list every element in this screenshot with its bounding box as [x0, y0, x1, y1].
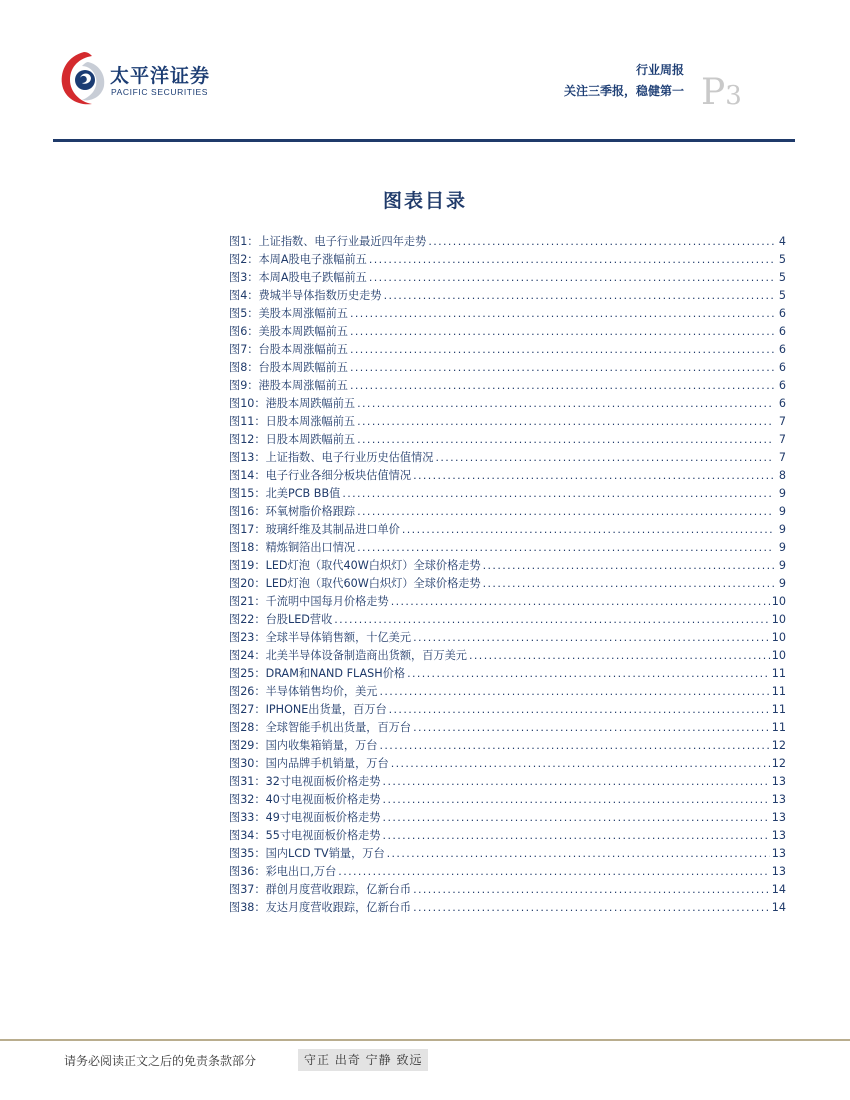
- toc-entry-label: 图11：日股本周涨幅前五: [229, 415, 356, 428]
- toc-entry[interactable]: [229, 845, 786, 863]
- toc-entry[interactable]: [229, 755, 786, 773]
- toc-entry-page: 6: [778, 325, 786, 338]
- toc-entry-label: 图25：DRAM和NAND FLASH价格: [229, 667, 406, 680]
- company-motto: 守正 出奇 宁静 致远: [298, 1049, 428, 1071]
- toc-entry-page: 11: [771, 685, 786, 698]
- toc-entry-page: 9: [778, 559, 786, 572]
- toc-dot-leader: [413, 721, 770, 734]
- toc-entry-label: 图2：本周A股电子涨幅前五: [229, 253, 367, 266]
- toc-entry-label: 图24：北美半导体设备制造商出货额，百万美元: [229, 649, 467, 662]
- toc-dot-leader: [342, 487, 774, 500]
- toc-entry-label: 图23：全球半导体销售额，十亿美元: [229, 631, 412, 644]
- toc-entry[interactable]: [229, 521, 786, 539]
- toc-entry[interactable]: [229, 719, 786, 737]
- toc-entry[interactable]: [229, 287, 786, 305]
- toc-entry-page: 9: [778, 523, 786, 536]
- company-logo: [58, 48, 228, 108]
- toc-dot-leader: [369, 271, 774, 284]
- toc-entry[interactable]: [229, 863, 786, 881]
- toc-dot-leader: [413, 901, 770, 914]
- toc-entry[interactable]: [229, 629, 786, 647]
- toc-dot-leader: [338, 865, 769, 878]
- toc-entry-page: 6: [778, 343, 786, 356]
- toc-entry[interactable]: [229, 251, 786, 269]
- toc-entry-page: 4: [778, 235, 786, 248]
- toc-entry-label: 图10：港股本周跌幅前五: [229, 397, 356, 410]
- toc-entry-page: 13: [771, 829, 786, 842]
- toc-entry-page: 10: [771, 649, 786, 662]
- logo-mark-icon: [58, 48, 110, 108]
- toc-dot-leader: [383, 811, 770, 824]
- toc-entry-label: 图22：台股LED营收: [229, 613, 333, 626]
- disclaimer-note: 请务必阅读正文之后的免责条款部分: [64, 1054, 257, 1068]
- toc-entry[interactable]: [229, 827, 786, 845]
- toc-entry-label: 图14：电子行业各细分板块估值情况: [229, 469, 412, 482]
- toc-entry-label: 图37：群创月度营收跟踪，亿新台币: [229, 883, 412, 896]
- toc-entry-page: 11: [771, 703, 786, 716]
- toc-dot-leader: [350, 307, 774, 320]
- toc-entry-label: 图32：40寸电视面板价格走势: [229, 793, 381, 806]
- toc-entry[interactable]: [229, 683, 786, 701]
- toc-entry[interactable]: [229, 773, 786, 791]
- toc-entry[interactable]: [229, 647, 786, 665]
- toc-entry-page: 14: [771, 883, 786, 896]
- toc-dot-leader: [369, 253, 774, 266]
- report-type: 行业周报: [635, 63, 684, 77]
- toc-entry[interactable]: [229, 359, 786, 377]
- report-title: 关注三季报，稳健第一: [563, 84, 684, 98]
- toc-entry-label: 图17：玻璃纤维及其制品进口单价: [229, 523, 400, 536]
- toc-entry-label: 图34：55寸电视面板价格走势: [229, 829, 381, 842]
- toc-entry-page: 7: [778, 451, 786, 464]
- toc-entry-page: 10: [771, 631, 786, 644]
- footer-divider: [0, 1039, 850, 1041]
- logo-english-name: PACIFIC SECURITIES: [111, 87, 209, 97]
- toc-entry-page: 7: [778, 433, 786, 446]
- logo-chinese-name: 太平洋证券: [110, 65, 211, 87]
- toc-entry-label: 图27：IPHONE出货量，百万台: [229, 703, 387, 716]
- toc-entry-page: 8: [778, 469, 786, 482]
- toc-dot-leader: [383, 829, 770, 842]
- toc-entry-page: 5: [778, 253, 786, 266]
- toc-entry-page: 9: [778, 487, 786, 500]
- toc-entry-page: 10: [771, 613, 786, 626]
- toc-dot-leader: [391, 595, 770, 608]
- toc-entry-label: 图33：49寸电视面板价格走势: [229, 811, 381, 824]
- toc-entry-label: 图36：彩电出口,万台: [229, 865, 337, 878]
- toc-dot-leader: [483, 559, 774, 572]
- toc-entry[interactable]: [229, 269, 786, 287]
- toc-entry[interactable]: [229, 503, 786, 521]
- toc-entry-page: 6: [778, 397, 786, 410]
- toc-entry[interactable]: [229, 377, 786, 395]
- toc-dot-leader: [350, 343, 774, 356]
- toc-entry[interactable]: [229, 737, 786, 755]
- toc-dot-leader: [350, 325, 774, 338]
- toc-entry-page: 9: [778, 505, 786, 518]
- toc-dot-leader: [383, 775, 770, 788]
- toc-entry-label: 图35：国内LCD TV销量，万台: [229, 847, 385, 860]
- toc-entry-label: 图15：北美PCB BB值: [229, 487, 341, 500]
- toc-entry[interactable]: [229, 611, 786, 629]
- toc-entry-label: 图6：美股本周跌幅前五: [229, 325, 348, 338]
- toc-entry[interactable]: [229, 413, 786, 431]
- toc-entry[interactable]: [229, 593, 786, 611]
- toc-entry-label: 图5：美股本周涨幅前五: [229, 307, 348, 320]
- toc-list: [229, 233, 786, 917]
- toc-entry-page: 13: [771, 811, 786, 824]
- toc-entry-page: 12: [771, 739, 786, 752]
- toc-entry-label: 图3：本周A股电子跌幅前五: [229, 271, 367, 284]
- toc-dot-leader: [383, 793, 770, 806]
- toc-entry-page: 6: [778, 361, 786, 374]
- toc-entry[interactable]: [229, 431, 786, 449]
- toc-dot-leader: [483, 577, 774, 590]
- toc-entry[interactable]: [229, 539, 786, 557]
- toc-dot-leader: [350, 361, 774, 374]
- toc-entry-label: 图26：半导体销售均价，美元: [229, 685, 378, 698]
- toc-entry-page: 5: [778, 271, 786, 284]
- toc-entry-label: 图13：上证指数、电子行业历史估值情况: [229, 451, 434, 464]
- toc-entry-label: 图12：日股本周跌幅前五: [229, 433, 356, 446]
- toc-title: 图表目录: [382, 190, 467, 212]
- toc-entry-page: 13: [771, 775, 786, 788]
- toc-dot-leader: [384, 289, 774, 302]
- toc-dot-leader: [350, 379, 774, 392]
- toc-dot-leader: [391, 757, 770, 770]
- toc-entry[interactable]: [229, 467, 786, 485]
- toc-entry-label: 图19：LED灯泡（取代40W白炽灯）全球价格走势: [229, 559, 481, 572]
- toc-dot-leader: [387, 847, 770, 860]
- toc-entry[interactable]: [229, 809, 786, 827]
- toc-entry-label: 图8：台股本周跌幅前五: [229, 361, 348, 374]
- toc-entry[interactable]: [229, 395, 786, 413]
- page-digit: 3: [725, 81, 742, 111]
- toc-entry[interactable]: [229, 557, 786, 575]
- toc-dot-leader: [428, 235, 774, 248]
- toc-dot-leader: [435, 451, 774, 464]
- toc-entry-page: 13: [771, 847, 786, 860]
- toc-entry-label: 图20：LED灯泡（取代60W白炽灯）全球价格走势: [229, 577, 481, 590]
- toc-entry-page: 13: [771, 793, 786, 806]
- toc-entry-label: 图30：国内品牌手机销量，万台: [229, 757, 389, 770]
- toc-entry-page: 12: [771, 757, 786, 770]
- toc-entry[interactable]: [229, 665, 786, 683]
- toc-entry-label: 图9：港股本周涨幅前五: [229, 379, 348, 392]
- toc-entry[interactable]: [229, 881, 786, 899]
- toc-dot-leader: [357, 397, 774, 410]
- toc-entry-page: 5: [778, 289, 786, 302]
- toc-entry[interactable]: [229, 449, 786, 467]
- toc-dot-leader: [380, 685, 770, 698]
- toc-entry-label: 图16：环氧树脂价格跟踪: [229, 505, 356, 518]
- toc-dot-leader: [413, 883, 770, 896]
- toc-dot-leader: [469, 649, 770, 662]
- toc-entry-page: 14: [771, 901, 786, 914]
- toc-entry[interactable]: [229, 341, 786, 359]
- toc-entry-page: 6: [778, 307, 786, 320]
- toc-entry-page: 10: [771, 595, 786, 608]
- toc-entry[interactable]: [229, 791, 786, 809]
- toc-entry-label: 图4：费城半导体指数历史走势: [229, 289, 382, 302]
- toc-entry[interactable]: [229, 233, 786, 251]
- toc-entry-label: 图1：上证指数、电子行业最近四年走势: [229, 235, 427, 248]
- toc-entry-label: 图38：友达月度营收跟踪，亿新台币: [229, 901, 412, 914]
- toc-entry-label: 图31：32寸电视面板价格走势: [229, 775, 381, 788]
- toc-entry[interactable]: [229, 323, 786, 341]
- toc-entry-label: 图18：精炼铜箔出口情况: [229, 541, 356, 554]
- toc-entry[interactable]: [229, 575, 786, 593]
- header-divider: [53, 139, 795, 142]
- toc-entry-page: 11: [771, 721, 786, 734]
- toc-entry[interactable]: [229, 701, 786, 719]
- page-letter: P: [701, 72, 726, 113]
- toc-entry-label: 图21：千流明中国每月价格走势: [229, 595, 389, 608]
- toc-entry[interactable]: [229, 305, 786, 323]
- toc-entry-label: 图28：全球智能手机出货量，百万台: [229, 721, 412, 734]
- toc-entry-page: 13: [771, 865, 786, 878]
- toc-entry-label: 图29：国内收集箱销量，万台: [229, 739, 378, 752]
- toc-entry-page: 6: [778, 379, 786, 392]
- toc-dot-leader: [357, 541, 774, 554]
- toc-dot-leader: [380, 739, 770, 752]
- toc-dot-leader: [357, 433, 774, 446]
- toc-dot-leader: [413, 469, 774, 482]
- page-number: [701, 72, 742, 113]
- toc-dot-leader: [407, 667, 770, 680]
- toc-entry-page: 11: [771, 667, 786, 680]
- toc-entry-page: 9: [778, 577, 786, 590]
- toc-dot-leader: [413, 631, 770, 644]
- toc-dot-leader: [389, 703, 770, 716]
- toc-entry-page: 9: [778, 541, 786, 554]
- toc-dot-leader: [357, 505, 774, 518]
- toc-entry[interactable]: [229, 899, 786, 917]
- toc-entry[interactable]: [229, 485, 786, 503]
- toc-dot-leader: [334, 613, 769, 626]
- toc-entry-page: 7: [778, 415, 786, 428]
- toc-entry-label: 图7：台股本周涨幅前五: [229, 343, 348, 356]
- toc-dot-leader: [402, 523, 774, 536]
- toc-dot-leader: [357, 415, 774, 428]
